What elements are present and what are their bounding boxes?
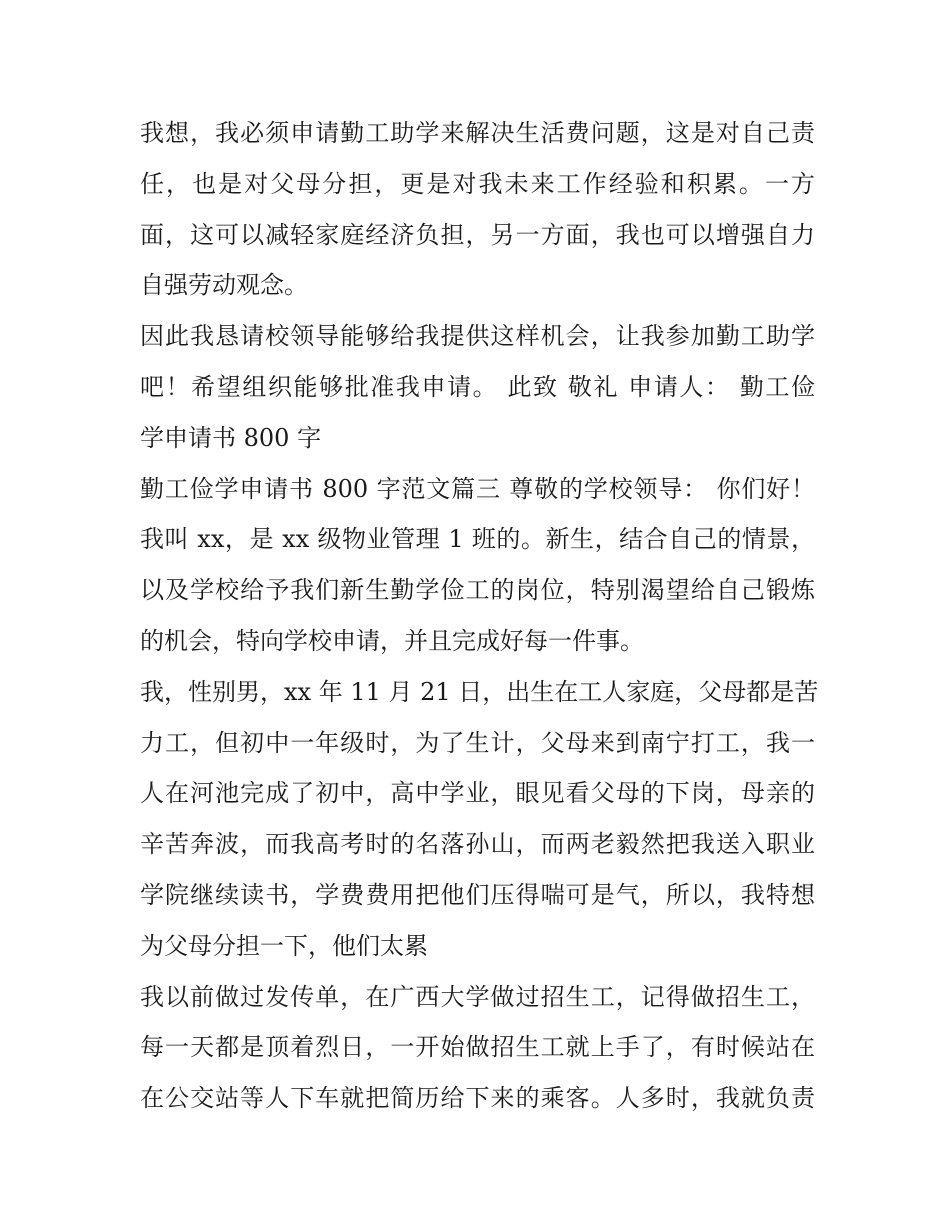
text-line: 每一天都是顶着烈日，一开始做招生工就上手了，有时候站在: [140, 1033, 815, 1062]
text-line: 以及学校给予我们新生勤学俭工的岗位，特别渴望给自己锻炼: [140, 576, 815, 605]
text-line: 吧！希望组织能够批准我申请。 此致 敬礼 申请人： 勤工俭: [140, 372, 815, 401]
text-line: 力工，但初中一年级时，为了生计，父母来到南宁打工，我一: [140, 728, 815, 757]
text-line: 因此我恳请校领导能够给我提供这样机会，让我参加勤工助学: [140, 322, 815, 351]
text-line: 我想，我必须申请勤工助学来解决生活费问题，这是对自己责: [140, 119, 815, 147]
text-line: 学申请书 800 字: [140, 423, 322, 452]
text-line: 学院继续读书，学费费用把他们压得喘可是气，所以，我特想: [140, 880, 815, 909]
text-line: 勤工俭学申请书 800 字范文篇三 尊敬的学校领导： 你们好！: [140, 474, 815, 503]
text-line: 我叫 xx，是 xx 级物业管理 1 班的。新生，结合自己的情景，: [140, 525, 815, 554]
text-line: 的机会，特向学校申请，并且完成好每一件事。: [140, 626, 644, 655]
text-line: 在公交站等人下车就把简历给下来的乘客。人多时，我就负责: [140, 1084, 815, 1113]
text-line: 辛苦奔波，而我高考时的名落孙山，而两老毅然把我送入职业: [140, 830, 815, 859]
text-line: 任，也是对父母分担，更是对我未来工作经验和积累。一方: [140, 169, 815, 198]
text-line: 自强劳动观念。: [140, 271, 308, 300]
document-body: [140, 108, 819, 1124]
text-line: 我，性别男，xx 年 11 月 21 日，出生在工人家庭，父母都是苦: [140, 677, 819, 706]
text-line: 人在河池完成了初中，高中学业，眼见看父母的下岗，母亲的: [140, 779, 815, 808]
text-line: 为父母分担一下，他们太累: [140, 931, 428, 960]
text-line: 面，这可以减轻家庭经济负担，另一方面，我也可以增强自力: [140, 220, 815, 249]
text-line: 我以前做过发传单，在广西大学做过招生工，记得做招生工，: [140, 982, 815, 1011]
